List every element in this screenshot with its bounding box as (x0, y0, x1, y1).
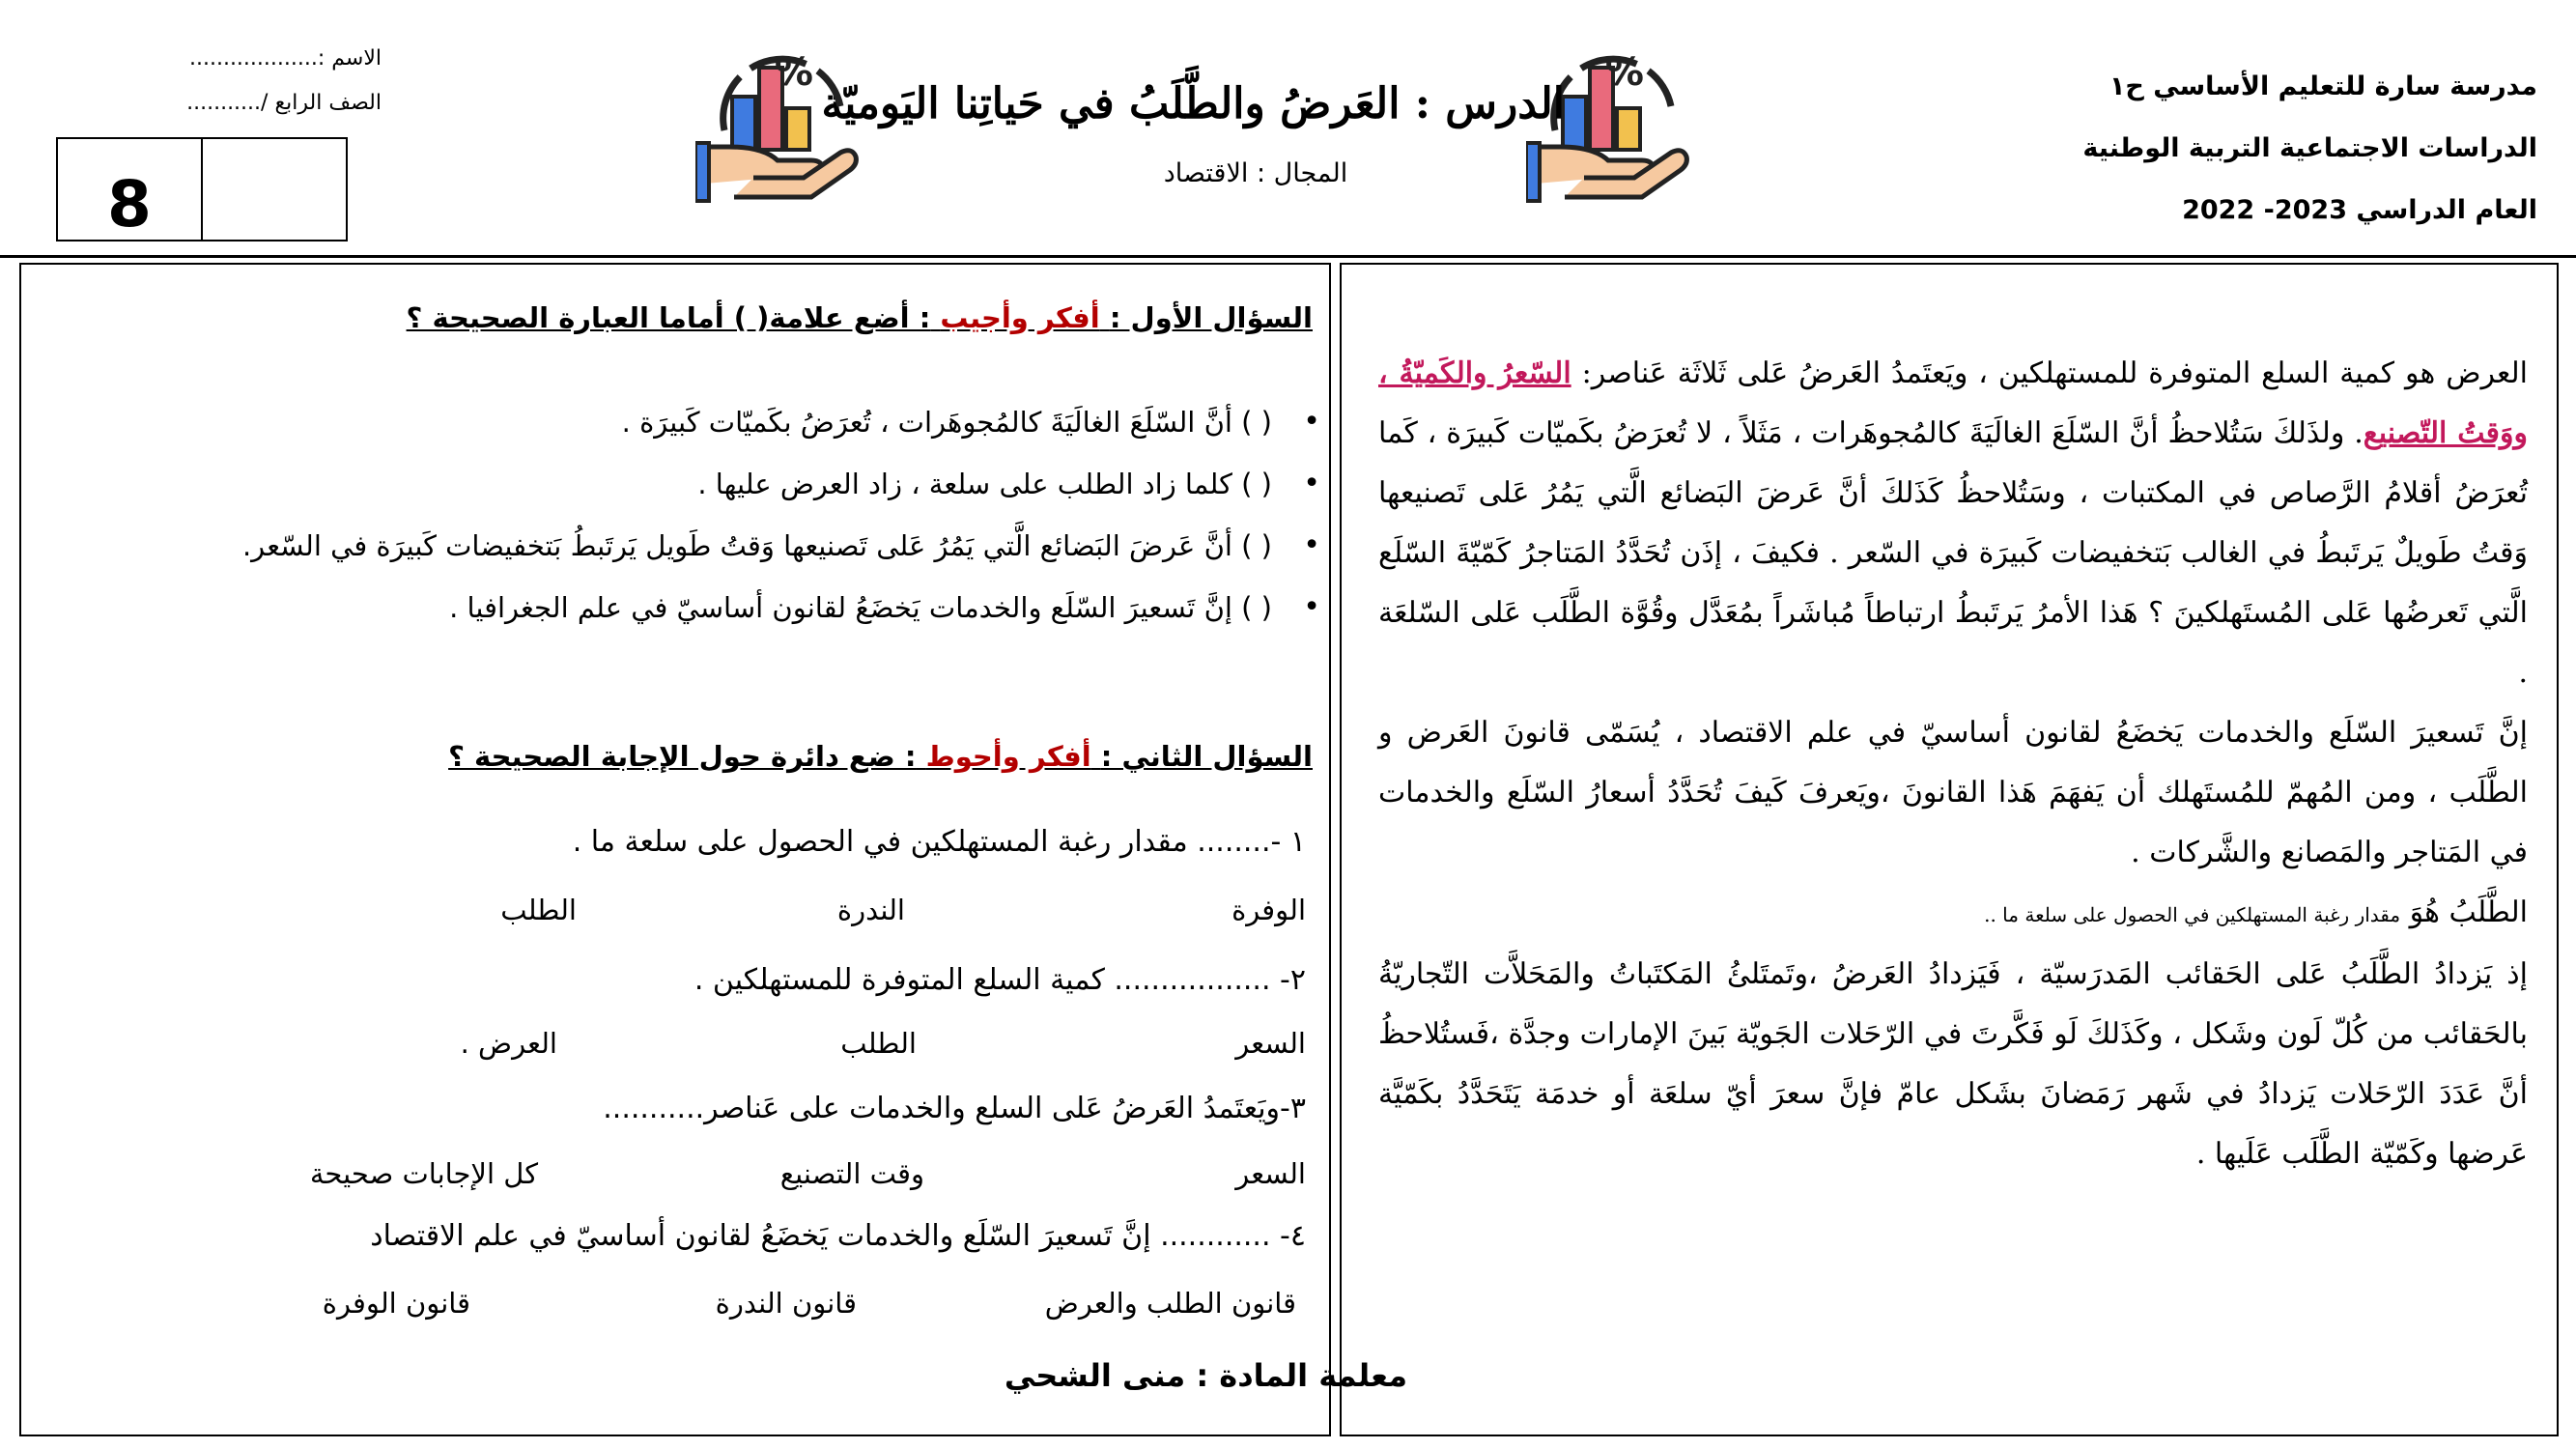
student-grade-field[interactable]: الصف الرابع /........... (186, 91, 382, 115)
mcq-option[interactable]: قانون الندرة (715, 1287, 857, 1320)
subject-name: الدراسات الاجتماعية التربية الوطنية (2082, 133, 2537, 163)
question1-label: السؤال الأول : (1109, 301, 1313, 334)
reading-paragraph (1378, 344, 2528, 703)
reading-paragraph (1378, 883, 2528, 945)
reading-text-part: العرض هو كمية السلع المتوفرة للمستهلكين ، ويَعتَمدُ العَرضُ عَلى ثَلاثَة عَناصر: (1571, 356, 2528, 390)
list-item[interactable]: • ( ) أنَّ السّلَعَ الغالَيَةَ كالمُجوهَرات ، تُعرَضُ بكَميّات كَبيرَة . (84, 391, 1320, 453)
list-item[interactable]: • ( ) كلما زاد الطلب على سلعة ، زاد العرض عليها . (84, 453, 1320, 515)
mcq-option[interactable]: الندرة (836, 894, 905, 926)
mcq-option[interactable]: قانون الوفرة (322, 1287, 470, 1320)
mcq-question-3: ٣-ويَعتَمدُ العَرضُ عَلى السلع والخدمات على عَناصر........... (603, 1092, 1306, 1125)
question1-instruction: : أضع علامة( ) أماما العبارة الصحيحة ؟ (406, 301, 931, 334)
domain-line: المجال : الاقتصاد (1163, 158, 1348, 188)
reading-definition: مقدار رغبة المستهلكين في الحصول على سلعة ما .. (1984, 903, 2401, 926)
mcq-question-2: ٢- ................. كمية السلع المتوفرة للمستهلكين . (694, 963, 1306, 997)
teacher-name: معلمة المادة : منى الشحي (1004, 1357, 1407, 1394)
svg-text:%: % (774, 50, 813, 95)
question1-heading (407, 301, 1313, 334)
score-empty-cell[interactable] (203, 139, 346, 240)
question2-label: السؤال الثاني : (1100, 740, 1313, 773)
mcq-option[interactable]: الطلب (840, 1027, 917, 1060)
mcq-question-4: ٤- ............ إنَّ تَسعيرَ السّلَع والخدمات يَخضَعُ لقانون أساسيّ في علم الاقتصاد (370, 1219, 1306, 1253)
reading-text-part: . ولذَلكَ سَتُلاحظُ أنَّ السّلَعَ الغالَيَةَ كالمُجوهَرات ، مَثَلاً ، لا تُعرَضُ بكَميّات كَبيرَة ، كَما تُعرَضُ أقلامُ الرَّصاص في المكتبات ، وسَتُلاحظُ كَذَلكَ أنَّ عَرضَ البَضائع الَّتي يَمُرُ عَلى تَصنيعها وَقتُ طَويلٌ يَرتَبطُ في الغالب بَتخفيضات كَبيرَة في السّعر . فكيفَ ، إذَن تُحَدَّدُ المَتاجرُ كَمّيّةَ السّلَع الَّتي تَعرضُها عَلى المُستَهلكينَ ؟ هَذا الأمرُ يَرتَبطُ ارتباطاً مُباشَراً بمُعَدَّل وقُوَّة الطَّلَب عَلى السّلعَة . (1378, 416, 2528, 690)
mcq-option[interactable]: قانون الطلب والعرض (1044, 1287, 1296, 1320)
reading-highlight: السّعرُ والكَميّةُ ، ووَقتُ التّصنيع (1378, 356, 2528, 450)
svg-text:%: % (1604, 50, 1644, 95)
mcq-option[interactable]: الطلب (500, 894, 577, 926)
mcq-option[interactable]: السعر (1235, 1157, 1306, 1190)
reading-paragraph: إنَّ تَسعيرَ السّلَع والخدمات يَخضَعُ لقانون أساسيّ في علم الاقتصاد ، يُسَمّى قانونَ العَرض و الطَّلَب ، ومن المُهمّ للمُستَهلك أن يَفهَمَ هَذا القانونَ ،ويَعرفَ كَيفَ تُحَدَّدُ أسعارُ السّلَع والخدمات في المَتاجر والمَصانع والشَّركات . (1378, 716, 2528, 869)
student-name-field[interactable]: الاسم :................... (188, 46, 382, 71)
score-box (56, 137, 348, 242)
economy-chart-hand-icon (695, 39, 860, 203)
student-info (92, 37, 382, 126)
mcq-option[interactable]: الوفرة (1231, 894, 1306, 926)
score-value: 8 (58, 139, 203, 240)
mcq-option[interactable]: كل الإجابات صحيحة (309, 1157, 538, 1190)
question2-instruction: : ضع دائرة حول الإجابة الصحيحة ؟ (448, 740, 917, 773)
school-name: مدرسة سارة للتعليم الأساسي ح١ (2109, 71, 2537, 101)
reading-text (1378, 344, 2528, 1184)
reading-text-part: الطَّلَبُ هُوَ (2400, 895, 2528, 929)
question1-subtitle: أفكر وأجيب (940, 301, 1100, 334)
school-info (2082, 56, 2537, 242)
mcq-option[interactable]: وقت التصنيع (779, 1157, 924, 1190)
list-item[interactable]: • ( ) أنَّ عَرضَ البَضائع الَّتي يَمُرُ عَلى تَصنيعها وَقتُ طَويل يَرتَبطُ بَتخفيضات كَبيرَة في السّعر. (84, 515, 1320, 577)
lesson-title: الدرس : العَرضُ والطَّلَبُ في حَياتِنا اليَوميّة (821, 79, 1565, 128)
mcq-question-1: ١ -........ مقدار رغبة المستهلكين في الحصول على سلعة ما . (572, 825, 1306, 859)
question2-subtitle: أفكر وأحوط (925, 740, 1091, 773)
question1-list (84, 391, 1320, 639)
question2-heading (448, 740, 1313, 773)
list-item[interactable]: • ( ) إنَّ تَسعيرَ السّلَع والخدمات يَخضَعُ لقانون أساسيّ في علم الجغرافيا . (84, 577, 1320, 639)
mcq-option[interactable]: العرض . (460, 1027, 557, 1060)
header-divider (0, 255, 2576, 258)
reading-paragraph: إذ يَزدادُ الطَّلَبُ عَلى الحَقائب المَدرَسيّة ، فَيَزدادُ العَرضُ ،وتَمتَلئُ المَكتَباتُ والمَحَلاَّت التّجاريّةُ بالحَقائب من كُلّ لَون وشَكل ، وكَذَلكَ لَو فَكَّرتَ في الرّحَلات الجَويّة بَينَ الإمارات وجدَّة ،فَستُلاحظُ أنَّ عَدَدَ الرّحَلات يَزدادُ في شَهر رَمَضانَ بشَكل عامّ فإنَّ سعرَ أيّ سلعَة أو خدمَة يَتَحَدَّدُ بكَمّيَّة عَرضها وكَمّيّة الطَّلَب عَلَيها . (1378, 957, 2528, 1171)
mcq-option[interactable]: السعر (1235, 1027, 1306, 1060)
school-year: العام الدراسي 2023- 2022 (2182, 195, 2537, 225)
